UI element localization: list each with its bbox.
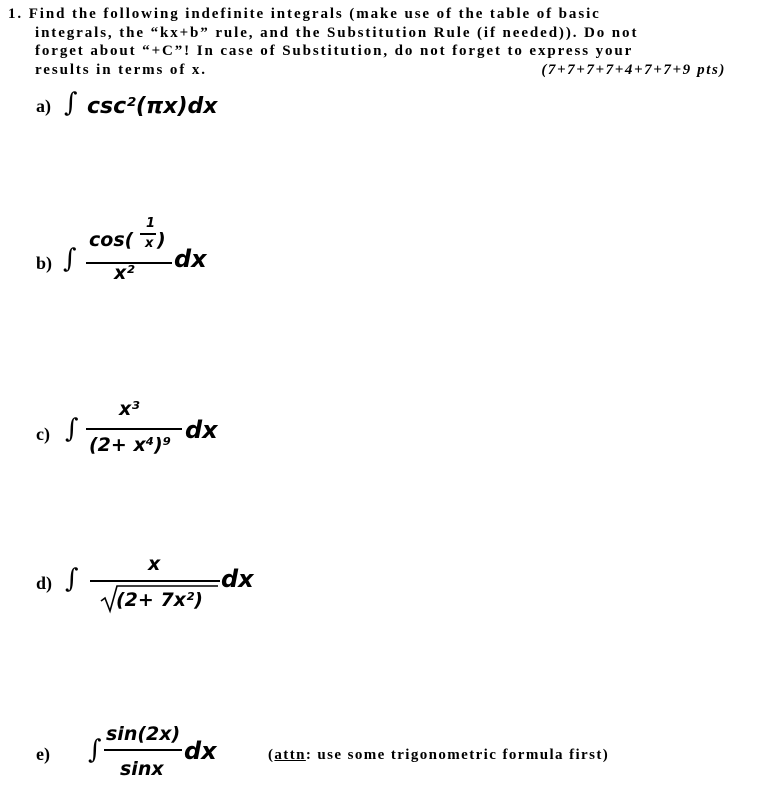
integral-sign-a: ∫ [64, 88, 78, 118]
part-a-integrand: csc²(πx)dx [87, 94, 218, 119]
part-c-fraction-rule [86, 428, 182, 430]
part-e-dx: dx [184, 737, 217, 765]
problem-number: 1. [8, 6, 24, 22]
part-e-label: e) [36, 744, 50, 764]
part-b-inner-rule [140, 233, 156, 235]
part-b-inner-den: x [145, 236, 154, 251]
part-b-denominator: x² [114, 262, 135, 284]
intro-line-2: integrals, the “kx+b” rule, and the Substitution Rule (if needed)). Do not [35, 24, 639, 41]
part-d-dx: dx [221, 565, 254, 593]
part-c-denominator: (2+ x⁴)⁹ [89, 434, 172, 456]
integral-sign-b: ∫ [63, 244, 77, 274]
problem-statement [8, 5, 748, 79]
part-b-dx: dx [174, 245, 207, 273]
part-b-label: b) [36, 253, 53, 273]
part-c-label: c) [36, 424, 50, 444]
part-d-label: d) [36, 573, 53, 593]
part-e-numerator: sin(2x) [106, 723, 181, 745]
intro-line-4: results in terms of x. (7+7+7+7+4+7+7+9 pts) [35, 61, 726, 78]
integral-sign-c: ∫ [65, 414, 79, 444]
attention-note: (attn: use some trigonometric formula first) [268, 747, 610, 763]
integral-sign-e: ∫ [88, 735, 102, 765]
part-a-label: a) [36, 96, 51, 116]
part-e-fraction-rule [104, 749, 182, 751]
intro-line-3: forget about “+C”! In case of Substitution, do not forget to express your [35, 43, 634, 59]
intro-line-1: 1. Find the following indefinite integrals (make use of the table of basic [8, 6, 601, 22]
integral-sign-d: ∫ [65, 564, 79, 594]
part-b-inner-num: 1 [146, 216, 156, 231]
part-b-close: ) [157, 229, 166, 251]
part-b-numerator: cos( [89, 229, 134, 251]
points-breakdown: (7+7+7+7+4+7+7+9 pts) [541, 61, 726, 78]
part-d-fraction-rule [90, 580, 220, 582]
part-c-numerator: x³ [119, 398, 140, 420]
part-d-denominator: (2+ 7x²) [116, 589, 203, 611]
part-e-denominator: sinx [120, 758, 164, 780]
part-d-numerator: x [148, 553, 161, 575]
attn-word: attn [274, 747, 306, 763]
part-c-dx: dx [185, 416, 218, 444]
